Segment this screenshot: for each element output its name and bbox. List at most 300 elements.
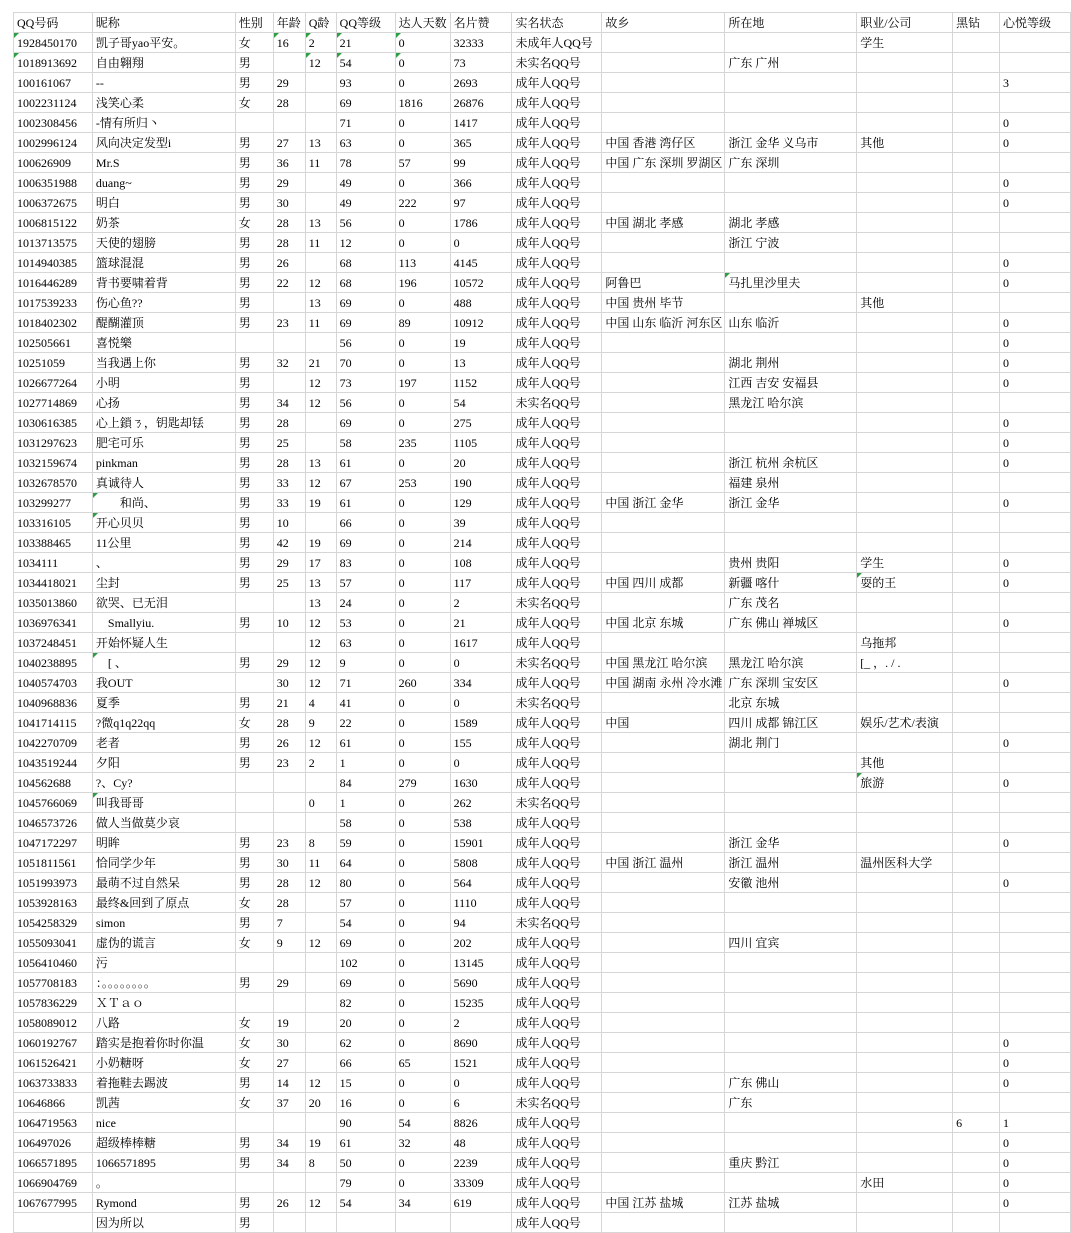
cell-level[interactable]: 20 — [336, 1013, 395, 1033]
cell-gender[interactable]: 男 — [235, 1073, 273, 1093]
cell-gender[interactable]: 男 — [235, 553, 273, 573]
cell-status[interactable]: 成年人QQ号 — [512, 1153, 602, 1173]
cell-days[interactable]: 0 — [395, 133, 450, 153]
cell-qage[interactable]: 12 — [305, 733, 336, 753]
cell-nick[interactable]: 心扬 — [92, 393, 235, 413]
cell-location[interactable]: 黑龙江 哈尔滨 — [725, 653, 857, 673]
cell-nick[interactable]: 污 — [92, 953, 235, 973]
cell-diamond[interactable] — [953, 1133, 1000, 1153]
cell-job[interactable] — [857, 1073, 953, 1093]
cell-job[interactable] — [857, 1133, 953, 1153]
cell-level[interactable]: 22 — [336, 713, 395, 733]
cell-level[interactable]: 93 — [336, 73, 395, 93]
cell-gender[interactable]: 男 — [235, 573, 273, 593]
cell-status[interactable]: 成年人QQ号 — [512, 553, 602, 573]
cell-hometown[interactable] — [602, 973, 725, 993]
cell-location[interactable] — [725, 813, 857, 833]
cell-level[interactable]: 70 — [336, 353, 395, 373]
cell-location[interactable] — [725, 753, 857, 773]
cell-days[interactable]: 0 — [395, 1013, 450, 1033]
cell-likes[interactable]: 13145 — [450, 953, 512, 973]
cell-qq[interactable]: 1064719563 — [14, 1113, 93, 1133]
cell-gender[interactable] — [235, 993, 273, 1013]
cell-location[interactable]: 山东 临沂 — [725, 313, 857, 333]
cell-job[interactable]: 娱乐/艺术/表演 — [857, 713, 953, 733]
cell-status[interactable]: 未实名QQ号 — [512, 793, 602, 813]
cell-age[interactable]: 37 — [273, 1093, 305, 1113]
cell-likes[interactable]: 1417 — [450, 113, 512, 133]
cell-qage[interactable]: 19 — [305, 533, 336, 553]
cell-qq[interactable]: 1006351988 — [14, 173, 93, 193]
cell-qage[interactable]: 19 — [305, 493, 336, 513]
cell-diamond[interactable] — [953, 413, 1000, 433]
cell-nick[interactable]: simon — [92, 913, 235, 933]
cell-diamond[interactable] — [953, 853, 1000, 873]
cell-location[interactable] — [725, 913, 857, 933]
column-header-level[interactable]: QQ等级 — [336, 13, 395, 33]
cell-age[interactable]: 34 — [273, 393, 305, 413]
cell-status[interactable]: 成年人QQ号 — [512, 213, 602, 233]
cell-job[interactable] — [857, 533, 953, 553]
cell-level[interactable]: 61 — [336, 493, 395, 513]
cell-location[interactable]: 四川 宜宾 — [725, 933, 857, 953]
cell-xinyue[interactable] — [1000, 813, 1071, 833]
cell-gender[interactable]: 男 — [235, 313, 273, 333]
cell-location[interactable]: 广东 深圳 宝安区 — [725, 673, 857, 693]
cell-qage[interactable]: 21 — [305, 353, 336, 373]
cell-diamond[interactable] — [953, 673, 1000, 693]
cell-diamond[interactable] — [953, 813, 1000, 833]
cell-status[interactable]: 未实名QQ号 — [512, 693, 602, 713]
cell-age[interactable]: 33 — [273, 473, 305, 493]
cell-xinyue[interactable]: 0 — [1000, 333, 1071, 353]
cell-location[interactable]: 黑龙江 哈尔滨 — [725, 393, 857, 413]
cell-days[interactable]: 0 — [395, 853, 450, 873]
cell-likes[interactable]: 1110 — [450, 893, 512, 913]
cell-qq[interactable]: 1031297623 — [14, 433, 93, 453]
cell-hometown[interactable] — [602, 1173, 725, 1193]
cell-qq[interactable]: 1041714115 — [14, 713, 93, 733]
cell-xinyue[interactable] — [1000, 53, 1071, 73]
cell-qage[interactable]: 12 — [305, 873, 336, 893]
cell-level[interactable]: 57 — [336, 893, 395, 913]
cell-qq[interactable]: 1057708183 — [14, 973, 93, 993]
cell-days[interactable]: 0 — [395, 873, 450, 893]
cell-location[interactable] — [725, 1113, 857, 1133]
cell-nick[interactable]: 尘封 — [92, 573, 235, 593]
cell-qage[interactable]: 13 — [305, 573, 336, 593]
cell-hometown[interactable] — [602, 733, 725, 753]
cell-nick[interactable]: 浅笑心柔 — [92, 93, 235, 113]
cell-nick[interactable]: 最萌不过自然呆 — [92, 873, 235, 893]
cell-likes[interactable]: 334 — [450, 673, 512, 693]
cell-nick[interactable]: 因为所以 — [92, 1213, 235, 1233]
cell-job[interactable] — [857, 453, 953, 473]
cell-gender[interactable]: 男 — [235, 853, 273, 873]
cell-xinyue[interactable] — [1000, 33, 1071, 53]
cell-likes[interactable]: 39 — [450, 513, 512, 533]
cell-days[interactable]: 1816 — [395, 93, 450, 113]
cell-nick[interactable]: 喜悦樂 — [92, 333, 235, 353]
cell-diamond[interactable] — [953, 573, 1000, 593]
cell-job[interactable]: 学生 — [857, 33, 953, 53]
cell-status[interactable]: 成年人QQ号 — [512, 513, 602, 533]
cell-status[interactable]: 成年人QQ号 — [512, 413, 602, 433]
cell-qage[interactable]: 12 — [305, 373, 336, 393]
cell-gender[interactable]: 女 — [235, 713, 273, 733]
cell-qage[interactable]: 11 — [305, 313, 336, 333]
cell-qq[interactable]: 103299277 — [14, 493, 93, 513]
cell-diamond[interactable] — [953, 1153, 1000, 1173]
cell-status[interactable]: 未实名QQ号 — [512, 653, 602, 673]
cell-gender[interactable] — [235, 793, 273, 813]
cell-hometown[interactable] — [602, 1153, 725, 1173]
cell-xinyue[interactable] — [1000, 953, 1071, 973]
cell-status[interactable]: 成年人QQ号 — [512, 1213, 602, 1233]
cell-hometown[interactable] — [602, 1213, 725, 1233]
cell-xinyue[interactable] — [1000, 633, 1071, 653]
cell-age[interactable]: 10 — [273, 513, 305, 533]
cell-likes[interactable]: 13 — [450, 353, 512, 373]
cell-hometown[interactable] — [602, 953, 725, 973]
cell-qage[interactable]: 13 — [305, 453, 336, 473]
cell-status[interactable]: 成年人QQ号 — [512, 193, 602, 213]
cell-age[interactable] — [273, 793, 305, 813]
cell-diamond[interactable] — [953, 533, 1000, 553]
cell-xinyue[interactable] — [1000, 793, 1071, 813]
cell-qq[interactable]: 1037248451 — [14, 633, 93, 653]
cell-diamond[interactable] — [953, 93, 1000, 113]
cell-hometown[interactable]: 中国 — [602, 713, 725, 733]
cell-days[interactable]: 0 — [395, 913, 450, 933]
cell-qage[interactable] — [305, 1053, 336, 1073]
cell-age[interactable]: 36 — [273, 153, 305, 173]
cell-nick[interactable]: 风向决定发型i — [92, 133, 235, 153]
cell-job[interactable] — [857, 733, 953, 753]
cell-nick[interactable]: 虚伪的谎言 — [92, 933, 235, 953]
cell-xinyue[interactable] — [1000, 993, 1071, 1013]
cell-qage[interactable]: 12 — [305, 273, 336, 293]
cell-level[interactable]: 56 — [336, 333, 395, 353]
cell-job[interactable] — [857, 873, 953, 893]
cell-gender[interactable]: 女 — [235, 1053, 273, 1073]
cell-age[interactable]: 29 — [273, 73, 305, 93]
cell-gender[interactable] — [235, 1173, 273, 1193]
cell-xinyue[interactable]: 0 — [1000, 1173, 1071, 1193]
cell-gender[interactable] — [235, 773, 273, 793]
cell-hometown[interactable] — [602, 413, 725, 433]
cell-location[interactable] — [725, 633, 857, 653]
cell-gender[interactable]: 男 — [235, 753, 273, 773]
cell-level[interactable]: 69 — [336, 313, 395, 333]
cell-status[interactable]: 未实名QQ号 — [512, 593, 602, 613]
cell-nick[interactable]: 明眸 — [92, 833, 235, 853]
cell-days[interactable]: 0 — [395, 233, 450, 253]
cell-likes[interactable]: 365 — [450, 133, 512, 153]
cell-hometown[interactable] — [602, 193, 725, 213]
cell-likes[interactable]: 538 — [450, 813, 512, 833]
cell-days[interactable]: 0 — [395, 833, 450, 853]
cell-age[interactable]: 29 — [273, 553, 305, 573]
cell-xinyue[interactable] — [1000, 473, 1071, 493]
cell-level[interactable]: 57 — [336, 573, 395, 593]
cell-xinyue[interactable]: 0 — [1000, 273, 1071, 293]
cell-qage[interactable]: 12 — [305, 1073, 336, 1093]
cell-status[interactable]: 成年人QQ号 — [512, 1113, 602, 1133]
cell-age[interactable]: 10 — [273, 613, 305, 633]
cell-likes[interactable]: 5690 — [450, 973, 512, 993]
cell-qage[interactable]: 12 — [305, 473, 336, 493]
cell-days[interactable]: 253 — [395, 473, 450, 493]
cell-hometown[interactable] — [602, 453, 725, 473]
cell-hometown[interactable] — [602, 393, 725, 413]
cell-diamond[interactable] — [953, 273, 1000, 293]
cell-status[interactable]: 成年人QQ号 — [512, 1013, 602, 1033]
cell-age[interactable] — [273, 293, 305, 313]
cell-nick[interactable]: 最终&回到了原点 — [92, 893, 235, 913]
cell-location[interactable]: 广东 广州 — [725, 53, 857, 73]
cell-level[interactable]: 61 — [336, 1133, 395, 1153]
cell-qage[interactable]: 13 — [305, 133, 336, 153]
cell-qage[interactable]: 11 — [305, 153, 336, 173]
cell-diamond[interactable] — [953, 713, 1000, 733]
cell-status[interactable]: 成年人QQ号 — [512, 953, 602, 973]
cell-gender[interactable]: 女 — [235, 33, 273, 53]
cell-age[interactable]: 28 — [273, 413, 305, 433]
cell-xinyue[interactable] — [1000, 933, 1071, 953]
cell-qq[interactable]: 1032159674 — [14, 453, 93, 473]
cell-age[interactable] — [273, 993, 305, 1013]
cell-xinyue[interactable]: 0 — [1000, 493, 1071, 513]
cell-gender[interactable]: 男 — [235, 133, 273, 153]
cell-qage[interactable]: 8 — [305, 833, 336, 853]
cell-xinyue[interactable] — [1000, 1093, 1071, 1113]
cell-days[interactable]: 57 — [395, 153, 450, 173]
cell-status[interactable]: 成年人QQ号 — [512, 833, 602, 853]
cell-gender[interactable] — [235, 113, 273, 133]
cell-status[interactable]: 成年人QQ号 — [512, 1173, 602, 1193]
cell-days[interactable]: 0 — [395, 633, 450, 653]
cell-qq[interactable]: 10646866 — [14, 1093, 93, 1113]
cell-likes[interactable]: 2 — [450, 593, 512, 613]
cell-likes[interactable]: 117 — [450, 573, 512, 593]
cell-diamond[interactable] — [953, 313, 1000, 333]
cell-age[interactable]: 30 — [273, 853, 305, 873]
cell-gender[interactable]: 男 — [235, 513, 273, 533]
cell-diamond[interactable] — [953, 333, 1000, 353]
cell-nick[interactable]: duang~ — [92, 173, 235, 193]
cell-diamond[interactable] — [953, 213, 1000, 233]
cell-qq[interactable]: 1045766069 — [14, 793, 93, 813]
cell-status[interactable]: 成年人QQ号 — [512, 753, 602, 773]
cell-diamond[interactable] — [953, 473, 1000, 493]
cell-qage[interactable]: 2 — [305, 753, 336, 773]
cell-days[interactable]: 235 — [395, 433, 450, 453]
cell-status[interactable]: 成年人QQ号 — [512, 253, 602, 273]
cell-nick[interactable]: 超级棒棒糖 — [92, 1133, 235, 1153]
cell-location[interactable]: 广东 佛山 — [725, 1073, 857, 1093]
cell-gender[interactable]: 男 — [235, 473, 273, 493]
cell-likes[interactable]: 32333 — [450, 33, 512, 53]
cell-gender[interactable]: 男 — [235, 613, 273, 633]
cell-nick[interactable]: 1066571895 — [92, 1153, 235, 1173]
column-header-status[interactable]: 实名状态 — [512, 13, 602, 33]
cell-gender[interactable]: 男 — [235, 193, 273, 213]
cell-likes[interactable]: 5808 — [450, 853, 512, 873]
cell-qq[interactable]: 1051811561 — [14, 853, 93, 873]
cell-level[interactable]: 64 — [336, 853, 395, 873]
cell-age[interactable]: 30 — [273, 1033, 305, 1053]
cell-qq[interactable]: 1056410460 — [14, 953, 93, 973]
cell-qage[interactable] — [305, 173, 336, 193]
cell-job[interactable] — [857, 1093, 953, 1113]
cell-hometown[interactable] — [602, 873, 725, 893]
cell-qq[interactable]: 1034418021 — [14, 573, 93, 593]
cell-diamond[interactable] — [953, 893, 1000, 913]
cell-nick[interactable]: Rymond — [92, 1193, 235, 1213]
cell-job[interactable] — [857, 333, 953, 353]
cell-status[interactable]: 成年人QQ号 — [512, 313, 602, 333]
cell-xinyue[interactable] — [1000, 153, 1071, 173]
cell-nick[interactable]: Mr.S — [92, 153, 235, 173]
column-header-job[interactable]: 职业/公司 — [857, 13, 953, 33]
cell-qage[interactable] — [305, 433, 336, 453]
cell-diamond[interactable] — [953, 33, 1000, 53]
cell-qq[interactable]: 1002996124 — [14, 133, 93, 153]
cell-age[interactable]: 7 — [273, 913, 305, 933]
cell-status[interactable]: 成年人QQ号 — [512, 453, 602, 473]
cell-likes[interactable]: 1105 — [450, 433, 512, 453]
cell-job[interactable] — [857, 313, 953, 333]
cell-nick[interactable]: ：。。。。。。。。 — [92, 973, 235, 993]
cell-likes[interactable]: 108 — [450, 553, 512, 573]
cell-status[interactable]: 成年人QQ号 — [512, 1053, 602, 1073]
cell-days[interactable]: 32 — [395, 1133, 450, 1153]
cell-age[interactable]: 28 — [273, 453, 305, 473]
cell-status[interactable]: 成年人QQ号 — [512, 473, 602, 493]
cell-level[interactable]: 21 — [336, 33, 395, 53]
cell-job[interactable] — [857, 993, 953, 1013]
cell-nick[interactable]: 篮球混混 — [92, 253, 235, 273]
cell-gender[interactable]: 男 — [235, 1213, 273, 1233]
cell-days[interactable]: 0 — [395, 513, 450, 533]
cell-qage[interactable] — [305, 333, 336, 353]
cell-nick[interactable]: 凯茜 — [92, 1093, 235, 1113]
cell-location[interactable]: 湖北 荆门 — [725, 733, 857, 753]
cell-qq[interactable]: 1043519244 — [14, 753, 93, 773]
cell-days[interactable] — [395, 1213, 450, 1233]
cell-xinyue[interactable]: 0 — [1000, 873, 1071, 893]
cell-days[interactable]: 0 — [395, 1173, 450, 1193]
cell-likes[interactable]: 20 — [450, 453, 512, 473]
cell-xinyue[interactable]: 1 — [1000, 1113, 1071, 1133]
cell-hometown[interactable] — [602, 73, 725, 93]
cell-nick[interactable]: 我OUT — [92, 673, 235, 693]
cell-level[interactable]: 61 — [336, 453, 395, 473]
cell-location[interactable]: 广东 — [725, 1093, 857, 1113]
cell-likes[interactable]: 275 — [450, 413, 512, 433]
cell-level[interactable]: 63 — [336, 133, 395, 153]
cell-xinyue[interactable]: 0 — [1000, 113, 1071, 133]
cell-likes[interactable]: 8690 — [450, 1033, 512, 1053]
cell-diamond[interactable] — [953, 293, 1000, 313]
cell-qage[interactable] — [305, 413, 336, 433]
cell-likes[interactable]: 4145 — [450, 253, 512, 273]
cell-hometown[interactable]: 中国 浙江 温州 — [602, 853, 725, 873]
cell-location[interactable]: 新疆 喀什 — [725, 573, 857, 593]
cell-days[interactable]: 113 — [395, 253, 450, 273]
cell-qage[interactable]: 4 — [305, 693, 336, 713]
cell-qq[interactable]: 100161067 — [14, 73, 93, 93]
cell-likes[interactable]: 6 — [450, 1093, 512, 1113]
cell-location[interactable] — [725, 773, 857, 793]
cell-qq[interactable]: 1928450170 — [14, 33, 93, 53]
cell-xinyue[interactable] — [1000, 973, 1071, 993]
cell-status[interactable]: 成年人QQ号 — [512, 633, 602, 653]
cell-level[interactable]: 84 — [336, 773, 395, 793]
cell-likes[interactable]: 0 — [450, 693, 512, 713]
cell-nick[interactable]: -- — [92, 73, 235, 93]
cell-nick[interactable]: 。 — [92, 1173, 235, 1193]
cell-gender[interactable]: 男 — [235, 153, 273, 173]
cell-age[interactable]: 27 — [273, 133, 305, 153]
cell-age[interactable]: 28 — [273, 93, 305, 113]
cell-level[interactable]: 56 — [336, 393, 395, 413]
cell-job[interactable] — [857, 833, 953, 853]
cell-nick[interactable]: 开始怀疑人生 — [92, 633, 235, 653]
cell-qage[interactable]: 12 — [305, 53, 336, 73]
cell-level[interactable]: 24 — [336, 593, 395, 613]
cell-gender[interactable]: 男 — [235, 453, 273, 473]
cell-days[interactable]: 0 — [395, 653, 450, 673]
cell-qq[interactable]: 1032678570 — [14, 473, 93, 493]
cell-hometown[interactable] — [602, 693, 725, 713]
cell-likes[interactable]: 10912 — [450, 313, 512, 333]
cell-job[interactable] — [857, 433, 953, 453]
cell-gender[interactable]: 男 — [235, 1153, 273, 1173]
cell-xinyue[interactable]: 0 — [1000, 833, 1071, 853]
cell-age[interactable]: 25 — [273, 433, 305, 453]
cell-qage[interactable] — [305, 953, 336, 973]
cell-qq[interactable]: 1036976341 — [14, 613, 93, 633]
cell-diamond[interactable] — [953, 513, 1000, 533]
cell-diamond[interactable]: 6 — [953, 1113, 1000, 1133]
cell-hometown[interactable] — [602, 773, 725, 793]
cell-nick[interactable]: 做人当做莫少哀 — [92, 813, 235, 833]
cell-age[interactable]: 25 — [273, 573, 305, 593]
cell-likes[interactable]: 214 — [450, 533, 512, 553]
cell-qage[interactable]: 13 — [305, 213, 336, 233]
cell-diamond[interactable] — [953, 833, 1000, 853]
cell-qage[interactable] — [305, 1213, 336, 1233]
cell-xinyue[interactable] — [1000, 213, 1071, 233]
cell-days[interactable]: 0 — [395, 173, 450, 193]
cell-hometown[interactable] — [602, 793, 725, 813]
cell-level[interactable]: 49 — [336, 193, 395, 213]
cell-hometown[interactable] — [602, 173, 725, 193]
column-header-days[interactable]: 达人天数 — [395, 13, 450, 33]
cell-gender[interactable]: 女 — [235, 1093, 273, 1113]
cell-hometown[interactable]: 阿鲁巴 — [602, 273, 725, 293]
cell-qage[interactable] — [305, 893, 336, 913]
cell-location[interactable] — [725, 113, 857, 133]
cell-level[interactable]: 69 — [336, 533, 395, 553]
cell-status[interactable]: 成年人QQ号 — [512, 893, 602, 913]
cell-nick[interactable]: 夏季 — [92, 693, 235, 713]
cell-likes[interactable]: 2693 — [450, 73, 512, 93]
cell-gender[interactable]: 男 — [235, 253, 273, 273]
cell-location[interactable] — [725, 533, 857, 553]
